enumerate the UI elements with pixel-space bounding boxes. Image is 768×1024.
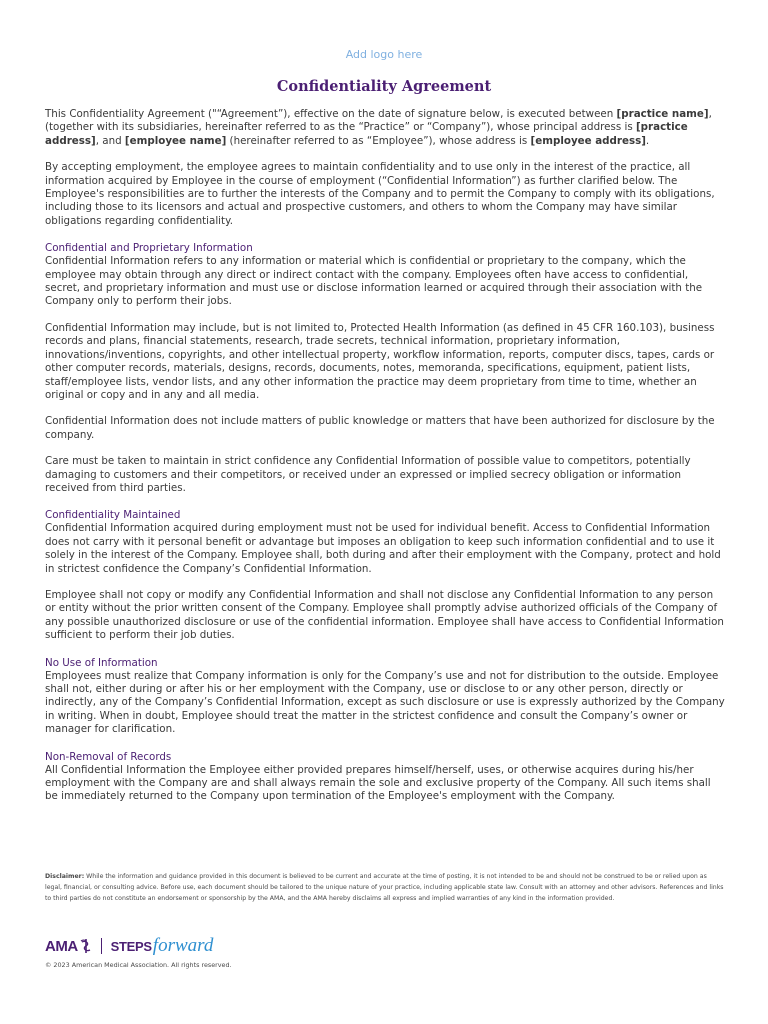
section-paragraph: Confidential Information refers to any information or material which is confidential or proprietary to the company, which the employee may obtain through any direct or indirect contact with the company. Employees often have access to confidential, secret, and proprietary information and must use or disclose information learned or acquired through their association with the Company only to perform their jobs.	[45, 255, 703, 308]
section-paragraph: Confidential Information does not include matters of public knowledge or matters that have been authorized for disclosure by the company.	[45, 415, 715, 441]
placeholder-practice-name: [practice name]	[616, 108, 709, 120]
intro-paragraph-2: By accepting employment, the employee agrees to maintain confidentiality and to use only in the interest of the practice, all information acquired by Employee in the course of employment (“Confidential Information”) as further clarified below. The Employee's responsibilities are to further the interests of the Company and to permit the Company to comply with its obligations, including those to its licensors and actual and prospective customers, and others to whom the Company may have similar obligations regarding confidentiality.	[45, 161, 715, 227]
placeholder-employee-address: [employee address]	[530, 134, 646, 147]
section-paragraph: Employees must realize that Company information is only for the Company’s use and not for distribution to the outside. Employee shall not, either during or after his or her employment with the Company, use or disclose to or any other person, directly or indirectly, any of the Company’s Confidential Information, except as such disclosure or use is expressly authorized by the Company in writing. When in doubt, Employee should treat the matter in the strictest confidence and consult the Company’s owner or manager for clarification.	[45, 669, 725, 736]
disclaimer-label: Disclaimer:	[45, 873, 85, 880]
disclaimer-text: While the information and guidance provided in this document is believed to be current and accurate at the time of posting, it is not intended to be and should not be construed to be or relied upon as legal, financial, or consulting advice. Before use, each document should be tailored to the unique nature of your practice, including applicable state law. Consult with an attorney and other advisors. References and links to third parties do not constitute an endorsement or sponsorship by the AMA, and the AMA hereby disclaims all express and implied warranties of any kind in the information provided.	[45, 873, 724, 903]
logo-placeholder: Add logo here	[345, 48, 423, 61]
section-paragraph: All Confidential Information the Employee either provided prepares himself/herself, uses, or otherwise acquires during his/her employment with the Company are and shall always remain the sole and exclusive property of the Company. All such items shall be immediately returned to the Company upon termination of the Employee's employment with the Company.	[45, 763, 711, 803]
placeholder-employee-name: [employee name]	[124, 134, 227, 147]
section-paragraph: Employee shall not copy or modify any Confidential Information and shall not disclose any Confidential Information to any person or entity without the prior written consent of the Company. Employee shall promptly advise authorized officials of the Company of any possible unauthorized disclosure or use of the confidential information. Employee shall have access to Confidential Information sufficient to perform their job duties.	[45, 588, 724, 642]
document-body	[45, 108, 725, 817]
intro-paragraph-1: This Confidentiality Agreement ("“Agreement”), effective on the date of signature below, is executed between [practice name], (together with its subsidiaries, hereinafter referred to as the “Practice” or “Company”), whose principal address is [practice address], and [employee name] (hereinafter referred to as “Employee”), whose address is [employee address].	[45, 108, 712, 147]
section-paragraph: Confidential Information acquired during employment must not be used for individual benefit. Access to Confidential Information does not carry with it personal benefit or advantage but imposes an obligation to keep such information confidential and to use it solely in the interest of the Company. Employee shall, both during and after their employment with the Company, protect and hold in strictest confidence the Company’s Confidential Information.	[45, 522, 721, 575]
placeholder-practice-address: [practice address]	[45, 121, 688, 147]
section-heading-no-use: No Use of Information	[45, 656, 158, 669]
ama-caduceus-icon	[80, 938, 92, 954]
section-paragraph: Care must be taken to maintain in strict confidence any Confidential Information of possible value to competitors, potentially damaging to customers and their competitors, or received under an expressed or implied secrecy obligation or information received from third parties.	[45, 455, 691, 494]
ama-logo: AMA	[45, 937, 78, 955]
disclaimer	[45, 871, 725, 905]
steps-forward-logo-steps: STEPS	[110, 938, 152, 954]
document-title: Confidentiality Agreement	[276, 78, 492, 95]
copyright-notice: © 2023 American Medical Association. All rights reserved.	[45, 961, 232, 969]
section-heading-proprietary: Confidential and Proprietary Information	[45, 242, 253, 255]
section-heading-maintained: Confidentiality Maintained	[45, 509, 181, 522]
steps-forward-logo-forward: forward	[152, 935, 214, 956]
footer-logos	[45, 934, 213, 958]
section-paragraph: Confidential Information may include, but is not limited to, Protected Health Information (as defined in 45 CFR 160.103), business records and plans, financial statements, research, trade secrets, technical information, proprietary information, innovations/inventions, copyrights, and other intellectual property, workflow information, reports, computer discs, tapes, cards or other computer records, materials, designs, records, documents, notes, memoranda, specifications, equipment, patient lists, staff/employee lists, vendor lists, and any other information the practice may deem proprietary from time to time, whether an original or copy and in any and all media.	[45, 321, 715, 401]
section-heading-non-removal: Non-Removal of Records	[45, 750, 172, 763]
logo-divider	[101, 938, 102, 954]
